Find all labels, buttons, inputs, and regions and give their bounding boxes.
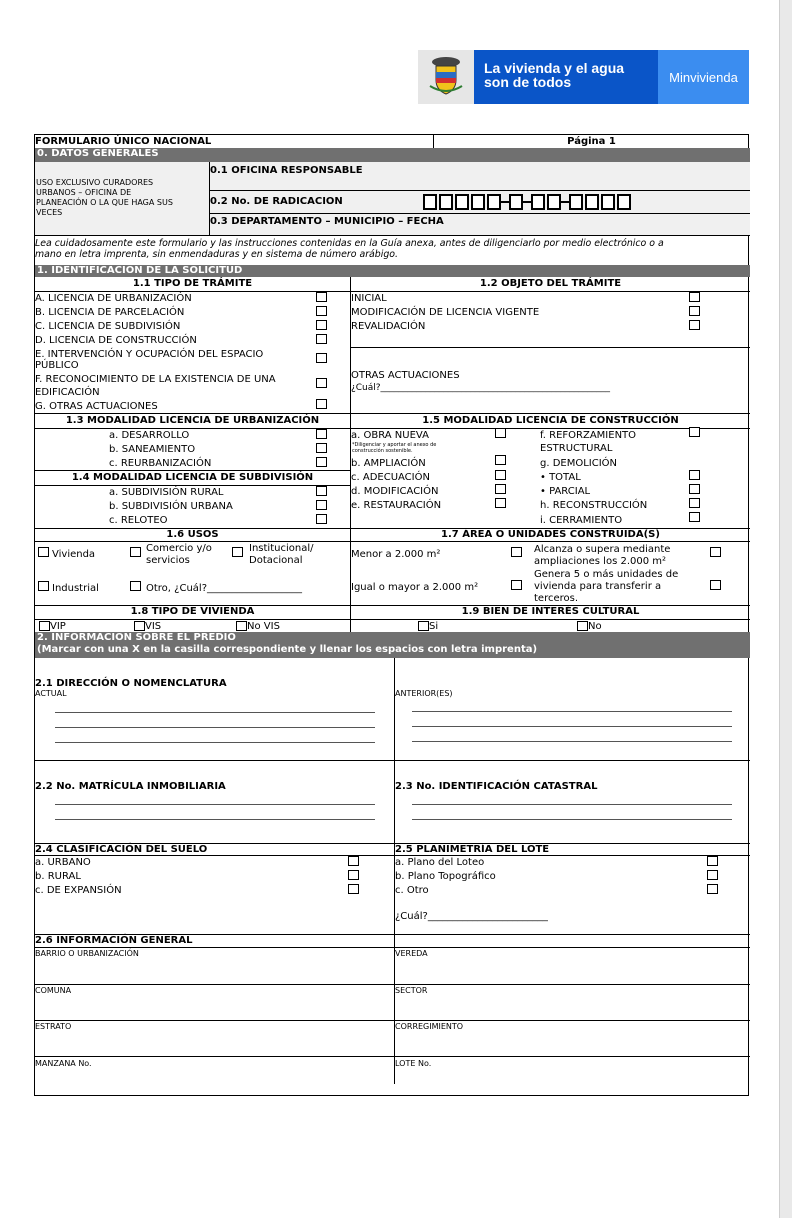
checkbox-tramite-d[interactable] <box>316 334 327 344</box>
checkbox-area-menor[interactable] <box>511 547 522 557</box>
cons-obra-nueva-note: *Diligenciar y aportar el anexo de <box>352 442 437 448</box>
checkbox-sub-reloteo[interactable] <box>316 514 327 524</box>
urb-reurbanizacion: c. REURBANIZACIÓN <box>109 458 212 469</box>
section-2-header <box>35 632 750 658</box>
field-no-radicacion: 0.2 No. DE RADICACION <box>210 196 343 207</box>
matricula-line[interactable] <box>55 804 375 805</box>
heading-2-5: 2.5 PLANIMETRÍA DEL LOTE <box>395 844 550 855</box>
cons-obra-nueva: a. OBRA NUEVA <box>351 430 429 441</box>
checkbox-tramite-f[interactable] <box>316 378 327 388</box>
estrato-field[interactable]: ESTRATO <box>35 1022 72 1031</box>
heading-1-9: 1.9 BIEN DE INTERÉS CULTURAL <box>461 606 640 617</box>
checkbox-sub-rural[interactable] <box>316 486 327 496</box>
radicacion-dash <box>501 201 509 203</box>
objeto-modificacion: MODIFICACIÓN DE LICENCIA VIGENTE <box>351 307 540 318</box>
checkbox-uso-institucional[interactable] <box>232 547 243 557</box>
instructions-line: mano en letra imprenta, sin enmendaduras y en sistema de número arábigo. <box>35 249 399 260</box>
radicacion-digit-box[interactable] <box>617 194 631 210</box>
cons-reconstruccion: h. RECONSTRUCCIÓN <box>540 500 648 511</box>
radicacion-digit-box[interactable] <box>509 194 523 210</box>
radicacion-digit-box[interactable] <box>547 194 561 210</box>
tramite-e-cont: PÚBLICO <box>35 360 79 371</box>
area-unidades-cont: vivienda para transferir a <box>534 581 662 592</box>
checkbox-tramite-a[interactable] <box>316 292 327 302</box>
direccion-anterior-line[interactable] <box>412 711 732 712</box>
direccion-actual-line[interactable] <box>55 742 375 743</box>
lote-field[interactable]: LOTE No. <box>395 1059 432 1068</box>
heading-1-3: 1.3 MODALIDAD LICENCIA DE URBANIZACIÓN <box>65 415 320 426</box>
checkbox-vip[interactable] <box>39 621 50 631</box>
exclusive-use-note: VECES <box>36 208 63 217</box>
uso-institucional: Institucional/ <box>249 543 314 554</box>
urb-desarrollo: a. DESARROLLO <box>109 430 190 441</box>
suelo-expansion: c. DE EXPANSIÓN <box>35 885 122 896</box>
area-menor: Menor a 2.000 m² <box>351 549 441 560</box>
checkbox-cons-reforzamiento[interactable] <box>689 427 700 437</box>
checkbox-cons-parcial[interactable] <box>689 484 700 494</box>
checkbox-cons-ampliacion[interactable] <box>495 455 506 465</box>
section-2-title: 2. INFORMACIÓN SOBRE EL PREDIO <box>37 632 236 643</box>
otras-actuaciones: OTRAS ACTUACIONES <box>351 370 460 381</box>
plan-cual-field[interactable]: ¿Cuál?________________________ <box>395 911 548 922</box>
catastral-line[interactable] <box>412 804 732 805</box>
cons-demolicion-parcial: • PARCIAL <box>540 486 591 497</box>
radicacion-digit-box[interactable] <box>423 194 437 210</box>
heading-1-1: 1.1 TIPO DE TRÁMITE <box>132 278 253 289</box>
checkbox-urb-desarrollo[interactable] <box>316 429 327 439</box>
plan-topografico: b. Plano Topográfico <box>395 871 496 882</box>
checkbox-uso-vivienda[interactable] <box>38 547 49 557</box>
cons-demolicion-total: • TOTAL <box>540 472 581 483</box>
heading-2-2: 2.2 No. MATRÍCULA INMOBILIARIA <box>35 781 226 792</box>
cons-cerramiento: i. CERRAMIENTO <box>540 515 623 526</box>
checkbox-plan-topografico[interactable] <box>707 870 718 880</box>
heading-1-4: 1.4 MODALIDAD LICENCIA DE SUBDIVISIÓN <box>71 472 314 483</box>
form-container <box>34 134 749 1096</box>
checkbox-area-mayor[interactable] <box>511 580 522 590</box>
radicacion-digit-box[interactable] <box>439 194 453 210</box>
checkbox-bic-si[interactable] <box>418 621 429 631</box>
checkbox-suelo-rural[interactable] <box>348 870 359 880</box>
field-departamento-municipio-fecha: 0.3 DEPARTAMENTO – MUNICIPIO – FECHA <box>210 216 444 227</box>
checkbox-cons-cerramiento[interactable] <box>689 512 700 522</box>
cons-restauracion: e. RESTAURACIÓN <box>351 500 442 511</box>
cons-reforzamiento: f. REFORZAMIENTO <box>540 430 637 441</box>
sub-rural: a. SUBDIVISIÓN RURAL <box>109 487 224 498</box>
otras-cual-field[interactable]: ¿Cuál?___________________________________________________ <box>351 383 611 393</box>
section-2-subtitle: (Marcar con una X en la casilla correspondiente y llenar los espacios con letra imprenta) <box>37 644 538 655</box>
viv-vis: VIS <box>145 621 162 632</box>
catastral-line[interactable] <box>412 819 732 820</box>
radicacion-digit-box[interactable] <box>601 194 615 210</box>
area-ampliaciones: Alcanza o supera mediante <box>534 544 671 555</box>
checkbox-plan-otro[interactable] <box>707 884 718 894</box>
suelo-urbano: a. URBANO <box>35 857 91 868</box>
slogan-line: son de todos <box>484 74 572 90</box>
tramite-b: B. LICENCIA DE PARCELACIÓN <box>35 307 185 318</box>
comuna-field[interactable]: COMUNA <box>35 986 72 995</box>
checkbox-bic-no[interactable] <box>577 621 588 631</box>
exclusive-use-note: USO EXCLUSIVO CURADORES <box>36 178 154 187</box>
slogan <box>474 50 658 104</box>
radicacion-dash <box>523 201 531 203</box>
radicacion-digit-box[interactable] <box>455 194 469 210</box>
uso-institucional-cont: Dotacional <box>249 555 303 566</box>
cons-demolicion: g. DEMOLICIÓN <box>540 458 618 469</box>
tramite-f: F. RECONOCIMIENTO DE LA EXISTENCIA DE UNA <box>35 374 276 385</box>
uso-industrial: Industrial <box>52 583 99 594</box>
heading-2-3: 2.3 No. IDENTIFICACIÓN CATASTRAL <box>395 781 598 792</box>
sub-urbana: b. SUBDIVISIÓN URBANA <box>109 501 233 512</box>
checkbox-vis[interactable] <box>134 621 145 631</box>
plan-loteo: a. Plano del Loteo <box>395 857 485 868</box>
plan-otro: c. Otro <box>395 885 429 896</box>
sub-reloteo: c. RELOTEO <box>109 515 168 526</box>
brand-name: Minvivienda <box>658 50 749 104</box>
area-unidades: Genera 5 o más unidades de <box>534 569 679 580</box>
radicacion-digit-box[interactable] <box>471 194 485 210</box>
checkbox-area-unidades[interactable] <box>710 580 721 590</box>
direccion-anterior-line[interactable] <box>412 726 732 727</box>
area-mayor: Igual o mayor a 2.000 m² <box>351 582 479 593</box>
checkbox-plan-loteo[interactable] <box>707 856 718 866</box>
tramite-a: A. LICENCIA DE URBANIZACIÓN <box>35 293 192 304</box>
radicacion-dash <box>561 201 569 203</box>
objeto-revalidacion: REVALIDACIÓN <box>351 321 426 332</box>
field-oficina-responsable: 0.1 OFICINA RESPONSABLE <box>210 165 363 176</box>
heading-2-6: 2.6 INFORMACIÓN GENERAL <box>35 935 193 946</box>
section-1-header: 1. IDENTIFICACIÓN DE LA SOLICITUD <box>35 265 750 277</box>
cons-reforzamiento-cont: ESTRUCTURAL <box>540 443 613 454</box>
heading-1-6: 1.6 USOS <box>166 529 219 540</box>
checkbox-tramite-c[interactable] <box>316 320 327 330</box>
urb-saneamiento: b. SANEAMIENTO <box>109 444 196 455</box>
checkbox-suelo-expansion[interactable] <box>348 884 359 894</box>
direccion-actual-line[interactable] <box>55 727 375 728</box>
area-ampliaciones-cont: ampliaciones los 2.000 m² <box>534 556 667 567</box>
direccion-anterior-line[interactable] <box>412 741 732 742</box>
tramite-e: E. INTERVENCIÓN Y OCUPACIÓN DEL ESPACIO <box>35 349 264 360</box>
checkbox-suelo-urbano[interactable] <box>348 856 359 866</box>
checkbox-cons-obra-nueva[interactable] <box>495 428 506 438</box>
checkbox-objeto-revalidacion[interactable] <box>689 320 700 330</box>
radicacion-digit-box[interactable] <box>569 194 583 210</box>
checkbox-urb-reurbanizacion[interactable] <box>316 457 327 467</box>
uso-comercio-cont: servicios <box>146 555 190 566</box>
checkbox-urb-saneamiento[interactable] <box>316 443 327 453</box>
barrio-field[interactable]: BARRIO O URBANIZACIÓN <box>35 949 139 958</box>
manzana-field[interactable]: MANZANA No. <box>35 1059 92 1068</box>
section-0-header: 0. DATOS GENERALES <box>35 148 750 162</box>
bic-si: Si <box>429 621 439 632</box>
tramite-f-cont: EDIFICACIÓN <box>35 387 100 398</box>
direccion-actual-line[interactable] <box>55 712 375 713</box>
checkbox-objeto-inicial[interactable] <box>689 292 700 302</box>
heading-1-7: 1.7 ÁREA O UNIDADES CONSTRUIDA(S) <box>441 529 660 540</box>
viv-no-vis: No VIS <box>247 621 280 632</box>
cons-ampliacion: b. AMPLIACIÓN <box>351 458 426 469</box>
cons-obra-nueva-note: construcción sostenible. <box>352 448 413 454</box>
suelo-rural: b. RURAL <box>35 871 81 882</box>
checkbox-objeto-modificacion[interactable] <box>689 306 700 316</box>
vereda-field[interactable]: VEREDA <box>395 949 428 958</box>
exclusive-use-note: URBANOS – OFICINA DE <box>36 188 132 197</box>
tramite-d: D. LICENCIA DE CONSTRUCCIÓN <box>35 335 197 346</box>
checkbox-cons-modificacion[interactable] <box>495 484 506 494</box>
corregimiento-field[interactable]: CORREGIMIENTO <box>395 1022 464 1031</box>
checkbox-cons-restauracion[interactable] <box>495 498 506 508</box>
instructions-line: Lea cuidadosamente este formulario y las instrucciones contenidas en la Guía anexa, antes de diligenciarlo por medio electrónico o a <box>35 238 664 249</box>
checkbox-tramite-b[interactable] <box>316 306 327 316</box>
viv-vip: VIP <box>50 621 66 632</box>
checkbox-cons-reconstruccion[interactable] <box>689 498 700 508</box>
heading-1-2: 1.2 OBJETO DEL TRÁMITE <box>479 278 622 289</box>
tramite-g: G. OTRAS ACTUACIONES <box>35 401 158 412</box>
bic-no: No <box>588 621 602 632</box>
uso-vivienda: Vivienda <box>52 549 96 560</box>
checkbox-tramite-e[interactable] <box>316 353 327 363</box>
uso-otro-field[interactable]: Otro, ¿Cuál?___________________ <box>146 583 303 594</box>
uso-comercio: Comercio y/o <box>146 543 212 554</box>
radicacion-digit-box[interactable] <box>487 194 501 210</box>
heading-1-5: 1.5 MODALIDAD LICENCIA DE CONSTRUCCIÓN <box>422 415 679 426</box>
tramite-c: C. LICENCIA DE SUBDIVISIÓN <box>35 321 181 332</box>
heading-2-1: 2.1 DIRECCIÓN O NOMENCLATURA <box>35 678 227 689</box>
cons-modificacion: d. MODIFICACIÓN <box>351 486 439 497</box>
checkbox-uso-otro[interactable] <box>130 581 141 591</box>
checkbox-cons-total[interactable] <box>689 470 700 480</box>
direccion-actual-label: ACTUAL <box>35 689 67 698</box>
radicacion-digit-box[interactable] <box>531 194 545 210</box>
checkbox-sub-urbana[interactable] <box>316 500 327 510</box>
slogan-line: La vivienda y el agua <box>484 60 625 76</box>
form-title: FORMULARIO ÚNICO NACIONAL <box>35 136 212 147</box>
objeto-inicial: INICIAL <box>351 293 387 304</box>
checkbox-no-vis[interactable] <box>236 621 247 631</box>
matricula-line[interactable] <box>55 819 375 820</box>
checkbox-uso-comercio[interactable] <box>130 547 141 557</box>
checkbox-tramite-g[interactable] <box>316 399 327 409</box>
checkbox-cons-adecuacion[interactable] <box>495 470 506 480</box>
sector-field[interactable]: SECTOR <box>395 986 428 995</box>
checkbox-area-ampliaciones[interactable] <box>710 547 721 557</box>
minvivienda-logo <box>418 50 749 104</box>
area-unidades-cont2: terceros. <box>534 593 579 604</box>
cons-adecuacion: c. ADECUACIÓN <box>351 472 430 483</box>
exclusive-use-note: PLANEACIÓN O LA QUE HAGA SUS <box>36 198 173 207</box>
heading-1-8: 1.8 TIPO DE VIVIENDA <box>130 606 255 617</box>
radicacion-digit-box[interactable] <box>585 194 599 210</box>
heading-2-4: 2.4 CLASIFICACIÓN DEL SUELO <box>35 844 208 855</box>
page-number: Página 1 <box>567 136 616 147</box>
checkbox-uso-industrial[interactable] <box>38 581 49 591</box>
coat-of-arms-icon <box>418 50 474 104</box>
direccion-anterior-label: ANTERIOR(ES) <box>395 689 453 698</box>
